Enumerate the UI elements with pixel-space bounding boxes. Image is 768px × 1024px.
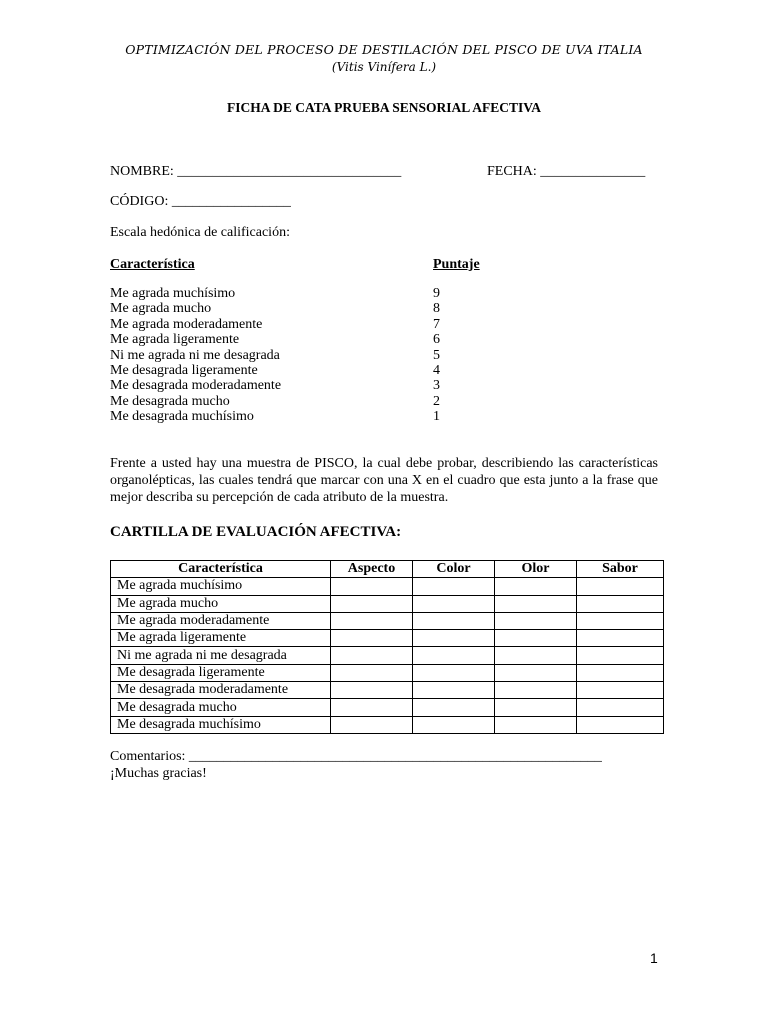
table-row: [111, 699, 664, 716]
sabor-cell[interactable]: [577, 595, 664, 612]
scale-item-label: Me agrada muchísimo: [110, 286, 236, 301]
row-label: Me agrada muchísimo: [111, 578, 331, 595]
olor-cell[interactable]: [495, 716, 577, 733]
scale-header-score: Puntaje: [433, 257, 480, 272]
row-label: Me agrada mucho: [111, 595, 331, 612]
aspecto-cell[interactable]: [331, 699, 413, 716]
aspecto-cell[interactable]: [331, 664, 413, 681]
sabor-cell[interactable]: [577, 578, 664, 595]
column-header-color: Color: [413, 561, 495, 578]
olor-cell[interactable]: [495, 612, 577, 629]
column-header-olor: Olor: [495, 561, 577, 578]
column-header-aspecto: Aspecto: [331, 561, 413, 578]
row-label: Me desagrada mucho: [111, 699, 331, 716]
scale-item-label: Me agrada ligeramente: [110, 332, 240, 348]
sabor-cell[interactable]: [577, 699, 664, 716]
scale-item-label: Me desagrada ligeramente: [110, 363, 258, 379]
scale-item-score: 9: [433, 286, 440, 301]
name-field[interactable]: NOMBRE: ________________________________: [110, 164, 402, 179]
color-cell[interactable]: [413, 630, 495, 647]
scale-item-score: 5: [433, 347, 440, 363]
row-label: Me desagrada muchísimo: [111, 716, 331, 733]
thanks-text: ¡Muchas gracias!: [110, 766, 207, 781]
scale-item-label: Ni me agrada ni me desagrada: [110, 347, 280, 363]
table-row: [111, 664, 664, 681]
table-row: [111, 578, 664, 595]
scale-item-label: Me desagrada muchísimo: [110, 409, 254, 425]
row-label: Me agrada ligeramente: [111, 630, 331, 647]
code-field[interactable]: CÓDIGO: _________________: [110, 194, 291, 209]
table-row: [111, 612, 664, 629]
evaluation-table: [110, 560, 664, 734]
olor-cell[interactable]: [495, 664, 577, 681]
color-cell[interactable]: [413, 595, 495, 612]
column-header-characteristic: Característica: [111, 561, 331, 578]
comments-field[interactable]: Comentarios: ___________________________________________________________: [110, 749, 602, 764]
color-cell[interactable]: [413, 699, 495, 716]
olor-cell[interactable]: [495, 578, 577, 595]
olor-cell[interactable]: [495, 647, 577, 664]
olor-cell[interactable]: [495, 595, 577, 612]
row-label: Me desagrada ligeramente: [111, 664, 331, 681]
sabor-cell[interactable]: [577, 716, 664, 733]
color-cell[interactable]: [413, 647, 495, 664]
hedonic-scale-scores: [433, 286, 440, 425]
aspecto-cell[interactable]: [331, 595, 413, 612]
aspecto-cell[interactable]: [331, 578, 413, 595]
olor-cell[interactable]: [495, 699, 577, 716]
table-row: [111, 595, 664, 612]
page-number: 1: [650, 950, 658, 966]
date-field[interactable]: FECHA: _______________: [487, 164, 646, 179]
color-cell[interactable]: [413, 716, 495, 733]
scale-item-label: Me agrada moderadamente: [110, 316, 263, 332]
olor-cell[interactable]: [495, 630, 577, 647]
scale-item-label: Me desagrada mucho: [110, 393, 230, 409]
sabor-cell[interactable]: [577, 612, 664, 629]
header-title: OPTIMIZACIÓN DEL PROCESO DE DESTILACIÓN DEL PISCO DE UVA ITALIA: [125, 42, 643, 57]
sabor-cell[interactable]: [577, 630, 664, 647]
aspecto-cell[interactable]: [331, 682, 413, 699]
column-header-sabor: Sabor: [577, 561, 664, 578]
scale-item-score: 7: [433, 316, 440, 332]
color-cell[interactable]: [413, 664, 495, 681]
scale-item-score: 2: [433, 393, 440, 409]
color-cell[interactable]: [413, 682, 495, 699]
document-title: FICHA DE CATA PRUEBA SENSORIAL AFECTIVA: [227, 100, 541, 115]
evaluation-title: CARTILLA DE EVALUACIÓN AFECTIVA:: [110, 524, 402, 540]
table-row: [111, 682, 664, 699]
scale-header-characteristic: Característica: [110, 257, 195, 272]
row-label: Me agrada moderadamente: [111, 612, 331, 629]
sabor-cell[interactable]: [577, 664, 664, 681]
table-row: [111, 716, 664, 733]
instructions-paragraph: Frente a usted hay una muestra de PISCO, la cual debe probar, describiendo las características organolépticas, las cuales tendrá que marcar con una X en el cuadro que esta junto a la frase que mejor describa su percepción de cada atributo de la muestra.: [110, 456, 658, 505]
scale-item-score: 4: [433, 363, 440, 379]
scale-item-score: 6: [433, 332, 440, 348]
aspecto-cell[interactable]: [331, 612, 413, 629]
row-label: Ni me agrada ni me desagrada: [111, 647, 331, 664]
row-label: Me desagrada moderadamente: [111, 682, 331, 699]
sabor-cell[interactable]: [577, 682, 664, 699]
scale-item-label: Me agrada mucho: [110, 301, 212, 317]
table-row: [111, 647, 664, 664]
aspecto-cell[interactable]: [331, 716, 413, 733]
scale-item-score: 8: [433, 301, 440, 317]
color-cell[interactable]: [413, 612, 495, 629]
olor-cell[interactable]: [495, 682, 577, 699]
color-cell[interactable]: [413, 578, 495, 595]
aspecto-cell[interactable]: [331, 630, 413, 647]
evaluation-header-row: [111, 561, 664, 578]
table-row: [111, 630, 664, 647]
scale-item-score: 1: [433, 409, 440, 425]
scale-item-label: Me desagrada moderadamente: [110, 378, 282, 394]
sabor-cell[interactable]: [577, 647, 664, 664]
scale-intro: Escala hedónica de calificación:: [110, 225, 290, 240]
header-subtitle: (Vitis Vinífera L.): [331, 60, 437, 74]
aspecto-cell[interactable]: [331, 647, 413, 664]
scale-item-score: 3: [433, 378, 440, 394]
hedonic-scale-labels: [110, 286, 281, 425]
